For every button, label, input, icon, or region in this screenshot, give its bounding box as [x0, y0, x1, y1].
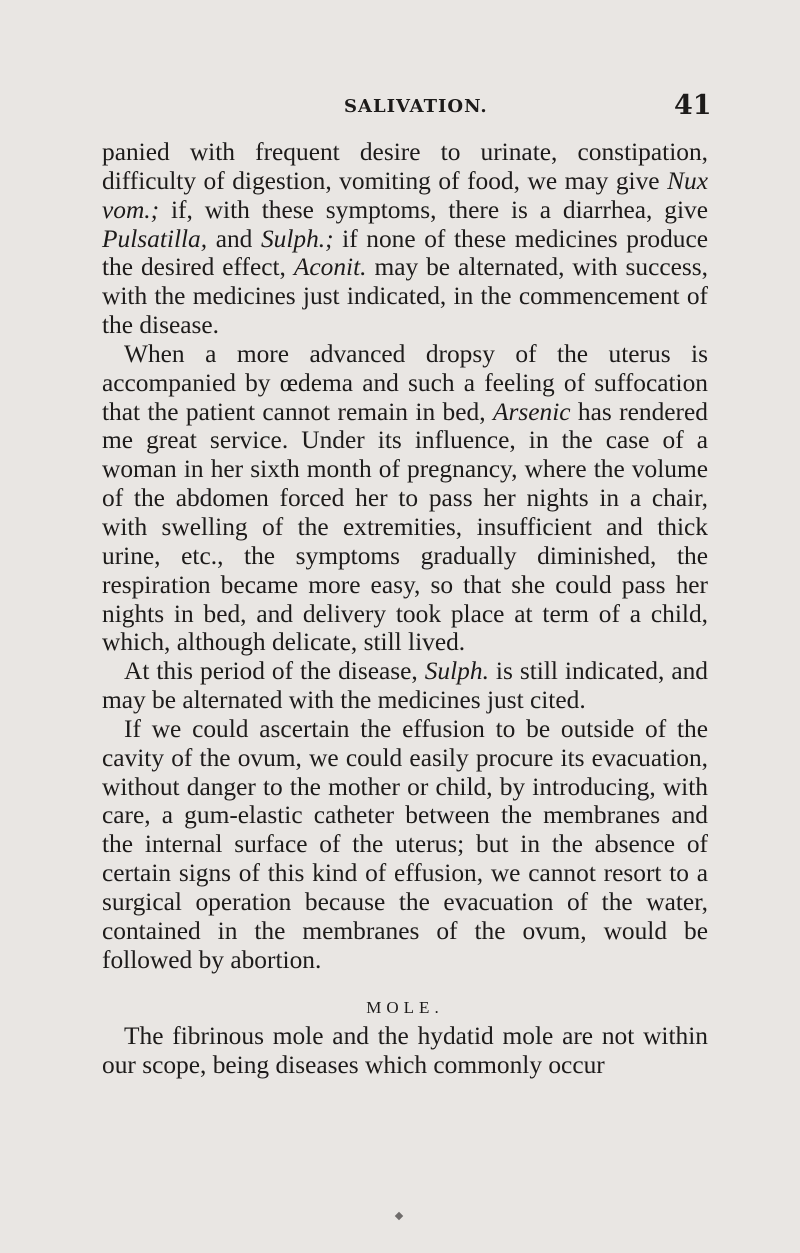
paragraph-4 — [102, 715, 708, 975]
italic-term: Pulsatilla, — [102, 224, 208, 253]
printer-mark — [395, 1212, 403, 1220]
text-run: When a more advanced dropsy of the uterus is accompanied by œdema and such a feeling of suffocation that the patient cannot remain in bed, — [102, 339, 708, 426]
text-run: if, with these symptoms, there is a diarrhea, give — [159, 195, 708, 224]
text-run: is still indicated, and may be alternated with the medicines just cited. — [102, 657, 708, 715]
page-number: 41 — [674, 90, 712, 121]
text-run: At this period of the disease, — [124, 657, 425, 686]
text-run: may be alternated, with success, with the medicines just indicated, in the commencement of the disease. — [102, 253, 708, 340]
paragraph-2 — [102, 340, 708, 657]
paragraph-3 — [102, 657, 708, 715]
italic-term: Arsenic — [492, 397, 571, 426]
section-heading-mole: MOLE. — [366, 998, 444, 1018]
text-run: if none of these medicines produce the desired effect, — [102, 224, 708, 282]
running-head: SALIVATION. — [344, 96, 488, 117]
italic-term: Sulph.; — [260, 224, 334, 253]
paragraph-mole: The fibrinous mole and the hydatid mole are not within our scope, being diseases which commonly occur — [102, 1022, 708, 1080]
body-text — [102, 138, 708, 1080]
italic-term: Sulph. — [424, 657, 489, 686]
paragraph-1 — [102, 138, 708, 340]
text-run: has rendered me great service. Under its influence, in the case of a woman in her sixth month of pregnancy, where the volume of the abdomen forced her to pass her nights in a chair, with swelling of the extremities, insufficient and thick urine, etc., the symptoms gradually diminished, the respiration became more easy, so that she could pass her nights in bed, and delivery took place at term of a child, which, although delicate, still lived. — [102, 397, 708, 657]
italic-term: Aconit. — [293, 253, 367, 282]
italic-term: Nux vom.; — [102, 166, 708, 224]
page-header — [0, 90, 800, 130]
text-run: and — [207, 224, 261, 253]
text-run: If we could ascertain the effusion to be outside of the cavity of the ovum, we could easily procure its evacuation, without danger to the mother or child, by introducing, with care, a gum-elastic catheter between the membranes and the internal surface of the uterus; but in the absence of certain signs of this kind of effusion, we cannot resort to a surgical operation because the evacuation of the water, contained in the membranes of the ovum, would be followed by abortion. — [102, 714, 708, 974]
text-run: panied with frequent desire to urinate, constipation, difficulty of digestion, vomiting of food, we may give — [102, 138, 708, 195]
